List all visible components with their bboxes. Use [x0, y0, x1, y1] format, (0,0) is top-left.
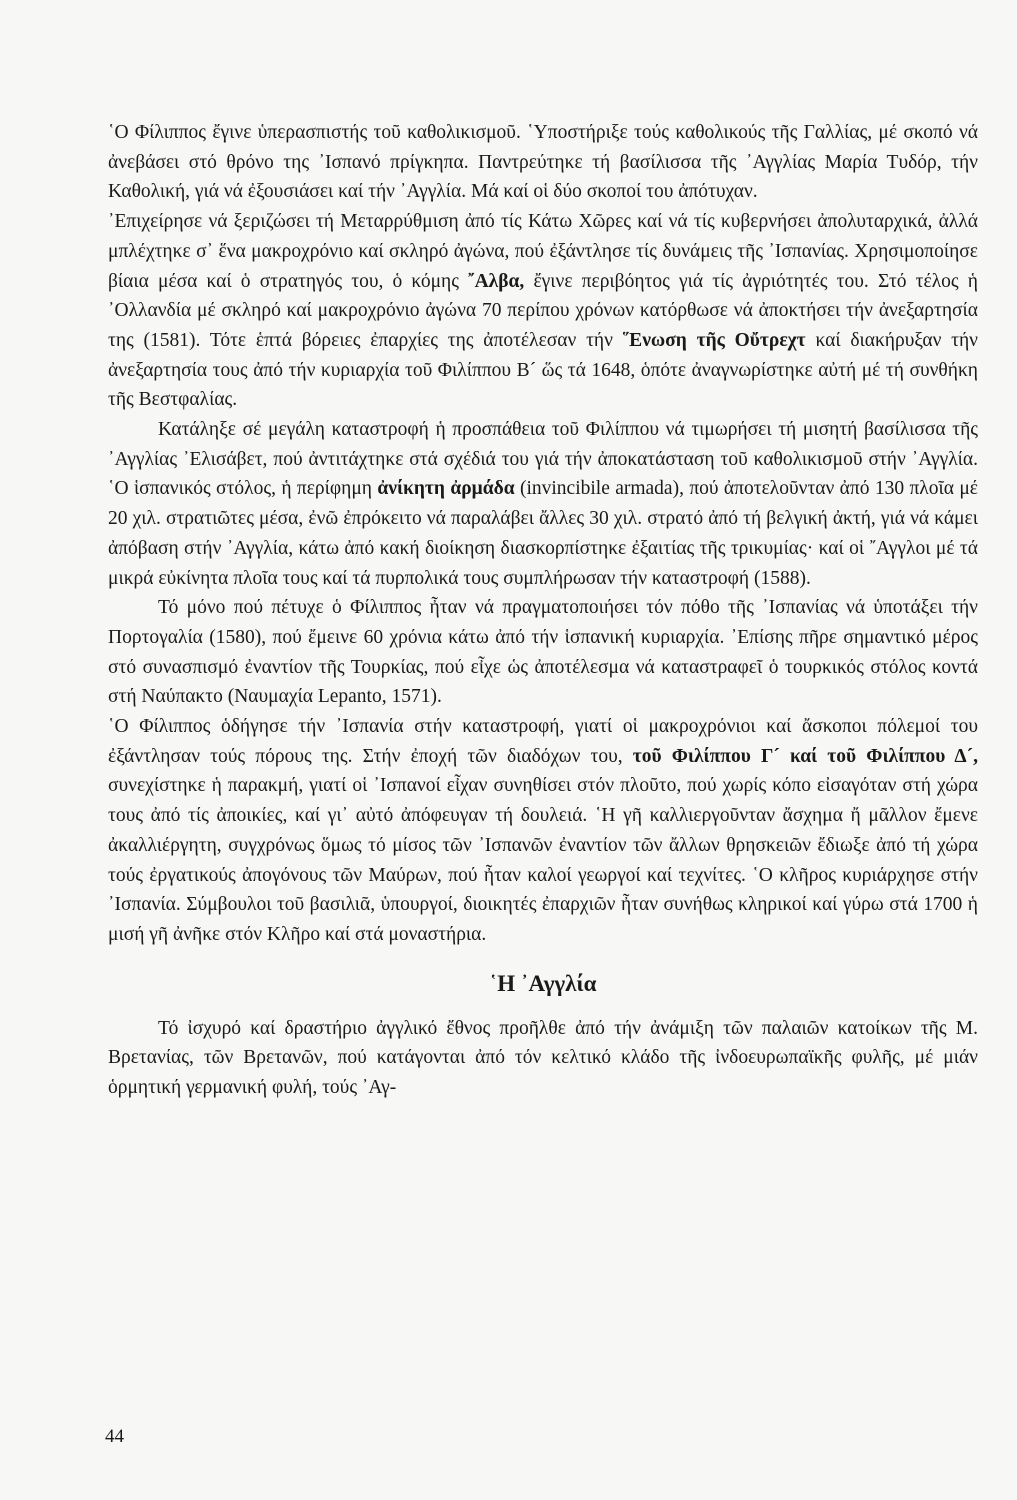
page-number: 44 [105, 1426, 124, 1447]
text-run: καί διακήρυξαν τήν ἀνεξαρτησία τους ἀπό τήν κυριαρχία τοῦ Φιλίππου Β´ ὥς τά 1648, ὁπότε ἀναγνωρίστηκε αὐτή μέ τή συνθήκη τῆς Βεστφαλίας. [108, 329, 978, 411]
body-text [108, 118, 978, 1103]
text-run: ᾽Επιχείρησε νά ξεριζώσει τή Μεταρρύθμιση ἀπό τίς Κάτω Χῶρες καί νά τίς κυβερνήσει ἀπολυταρχικά, ἀλλά μπλέχτηκε σ᾽ ἕνα μακροχρόνιο καί σκληρό ἀγώνα, πού ἐξάντλησε τίς δυνάμεις τῆς ᾽Ισπανίας. Χρησιμοποίησε βίαια μέσα καί ὁ στρατηγός του, ὁ κόμης [108, 211, 978, 292]
paragraph-5 [108, 712, 978, 950]
bold-term-union-utrecht: ῞Ενωση τῆς Οὔτρεχτ [622, 329, 806, 351]
section-heading: ῾Η ᾽Αγγλία [489, 970, 597, 996]
bold-term-philips: τοῦ Φιλίππου Γ´ καί τοῦ Φιλίππου Δ´, [632, 745, 979, 767]
text-run: (invincibile armada), πού ἀποτελοῦνταν ἀπό 130 πλοῖα μέ 20 χιλ. στρατιῶτες μέσα, ἐνῶ ἐπρόκειτο νά παραλάβει ἄλλες 30 χιλ. στρατό ἀπό τή βελγική ἀκτή, γιά νά κάμει ἀπόβαση στήν ᾽Αγγλία, κάτω ἀπό κακή διοίκηση διασκορπίστηκε ἐξαιτίας τῆς τρικυμίας· καί οἱ ῎Αγγλοι μέ τά μικρά εὐκίνητα πλοῖα τους καί τά πυρπολικά τους συμπλήρωσαν τήν καταστροφή (1588). [108, 478, 978, 589]
section-paragraph: Τό ἰσχυρό καί δραστήριο ἀγγλικό ἔθνος προῆλθε ἀπό τήν ἀνάμιξη τῶν παλαιῶν κατοίκων τῆς Μ. Βρετανίας, τῶν Βρετανῶν, πού κατάγονται ἀπό τόν κελτικό κλάδο τῆς ἰνδοευρωπαϊκῆς φυλῆς, μέ μιάν ὁρμητική γερμανική φυλή, τούς ᾽Αγ- [108, 1017, 978, 1099]
text-run: ἔγινε περιβόητος γιά τίς ἀγριότητές του. Στό τέλος ἡ ᾽Ολλανδία μέ σκληρό καί μακροχρόνιο ἀγώνα 70 περίπου χρόνων κατόρθωσε νά ἀποκτήσει τήν ἀνεξαρτησία της (1581). Τότε ἑπτά βόρειες ἐπαρχίες της ἀποτέλεσαν τήν [108, 270, 978, 351]
text-run: ῾Ο Φίλιππος ἔγινε ὑπερασπιστής τοῦ καθολικισμοῦ. ῾Υποστήριξε τούς καθολικούς τῆς Γαλλίας, μέ σκοπό νά ἀνεβάσει στό θρόνο της ᾽Ισπανό πρίγκηπα. Παντρεύτηκε τή βασίλισσα τῆς ᾽Αγγλίας Μαρία Τυδόρ, τήν Καθολική, γιά νά ἐξουσιάσει καί τήν ᾽Αγγλία. Μά καί οἱ δύο σκοποί του ἀπότυχαν. [108, 122, 978, 203]
paragraph-1 [108, 118, 978, 207]
paragraph-4 [108, 593, 978, 712]
text-run: ῾Ο Φίλιππος ὁδήγησε τήν ᾽Ισπανία στήν καταστροφή, γιατί οἱ μακροχρόνιοι καί ἄσκοποι πόλεμοί του ἐξάντλησαν τούς πόρους της. Στήν ἐποχή τῶν διαδόχων του, [108, 716, 978, 767]
paragraph-3 [108, 415, 978, 593]
bold-term-armada: ἀνίκητη ἀρμάδα [377, 478, 515, 500]
bold-term-alba: ῎Αλβα, [468, 270, 525, 292]
text-run: Κατάληξε σέ μεγάλη καταστροφή ἡ προσπάθεια τοῦ Φιλίππου νά τιμωρήσει τή μισητή βασίλισσα τῆς ᾽Αγγλίας ᾽Ελισάβετ, πού ἀντιτάχτηκε στά σχέδιά του γιά τήν ἀποκατάσταση τοῦ καθολικισμοῦ στήν ᾽Αγγλία. ῾Ο ἱσπανικός στόλος, ἡ περίφημη [108, 419, 978, 500]
text-run: συνεχίστηκε ἡ παρακμή, γιατί οἱ ᾽Ισπανοί εἶχαν συνηθίσει στόν πλοῦτο, πού χωρίς κόπο εἰσαγόταν στή χώρα τους ἀπό τίς ἀποικίες, καί γι᾽ αὐτό ἀπόφευγαν τή δουλειά. ῾Η γῆ καλλιεργοῦνταν ἄσχημα ἤ μᾶλλον ἔμενε ἀκαλλιέργητη, συγχρόνως ὅμως τό μίσος τῶν ᾽Ισπανῶν ἐναντίον τῶν ἄλλων θρησκειῶν ἔδιωξε ἀπό τή χώρα τούς ἐργατικούς ἀπογόνους τῶν Μαύρων, πού ἦταν καλοί γεωργοί καί τεχνίτες. ῾Ο κλῆρος κυριάρχησε στήν ᾽Ισπανία. Σύμβουλοι τοῦ βασιλιᾶ, ὑπουργοί, διοικητές ἐπαρχιῶν ἦταν συνήθως κληρικοί καί γύρω στά 1700 ἡ μισή γῆ ἀνῆκε στόν Κλῆρο καί στά μοναστήρια. [108, 775, 978, 945]
paragraph-2 [108, 207, 978, 415]
text-run: Τό μόνο πού πέτυχε ὁ Φίλιππος ἦταν νά πραγματοποιήσει τόν πόθο τῆς ᾽Ισπανίας νά ὑποτάξει τήν Πορτογαλία (1580), πού ἔμεινε 60 χρόνια κάτω ἀπό τήν ἱσπανική κυριαρχία. ᾽Επίσης πῆρε σημαντικό μέρος στό συνασπισμό ἐναντίον τῆς Τουρκίας, πού εἶχε ὡς ἀποτέλεσμα νά καταστραφεῖ ὁ τουρκικός στόλος κοντά στή Ναύπακτο (Ναυμαχία Lepanto, 1571). [108, 597, 978, 708]
